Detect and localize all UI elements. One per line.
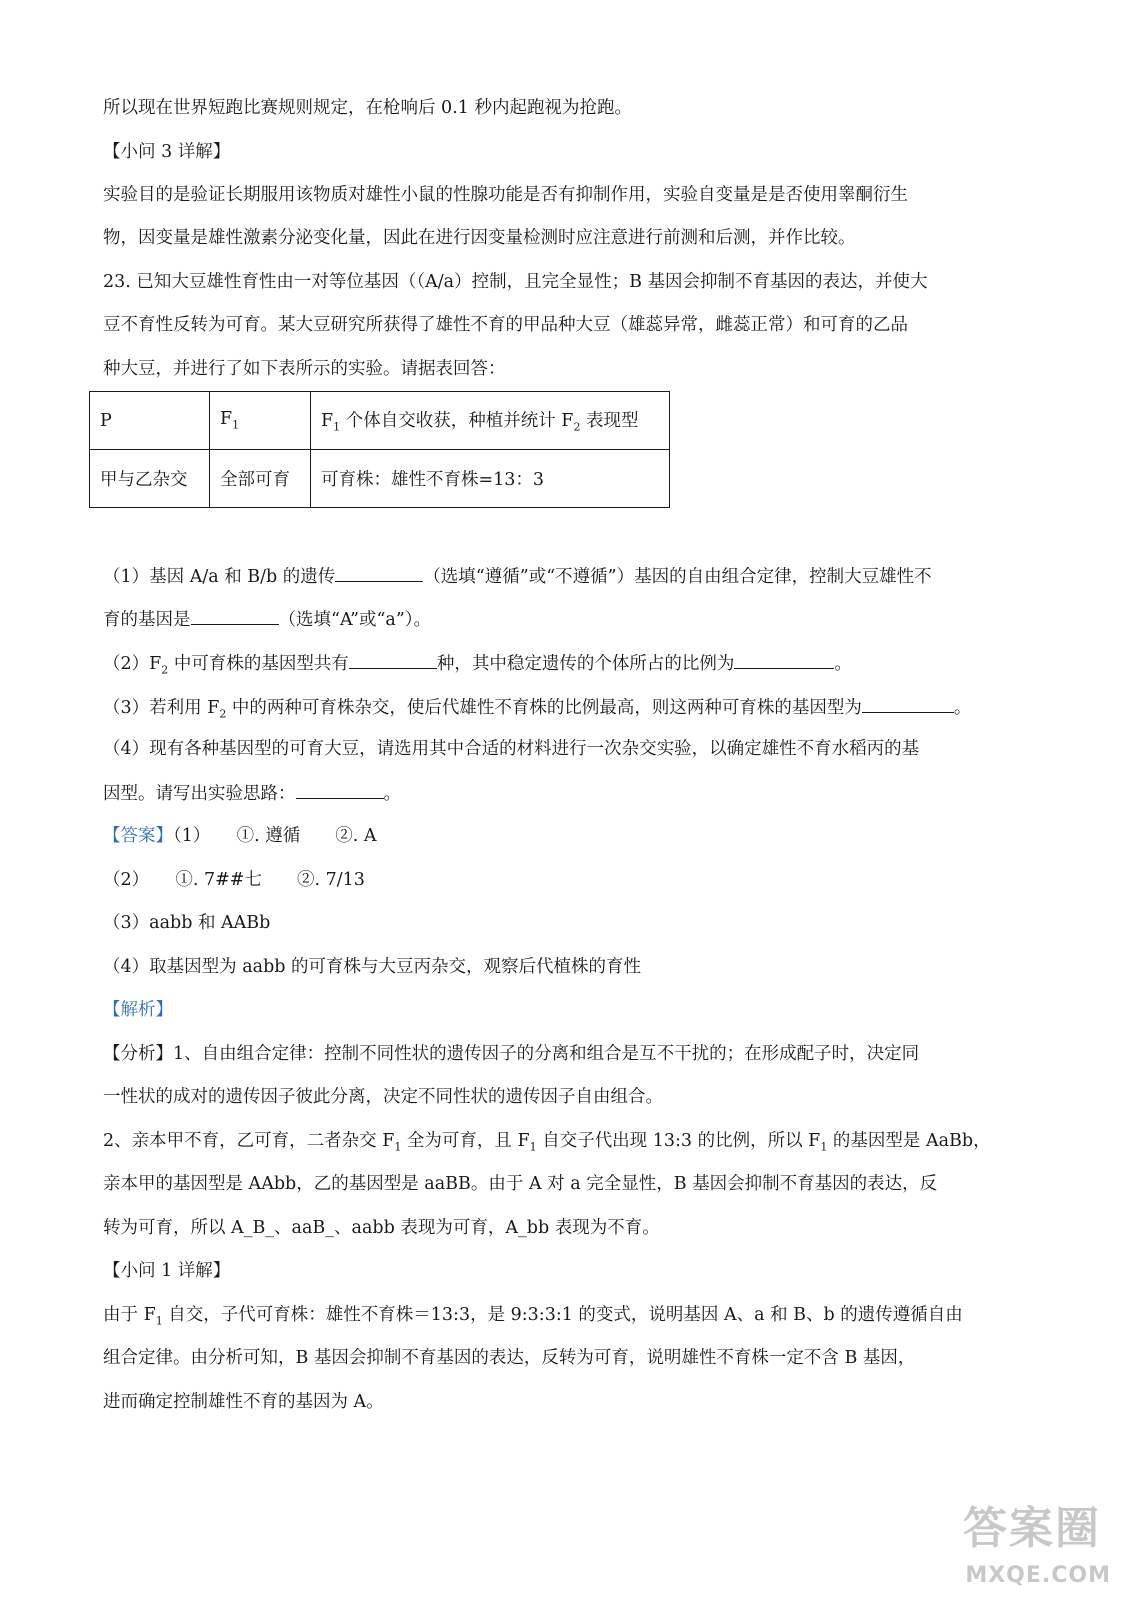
analysis-line: 亲本甲的基因型是 AAbb，乙的基因型是 aaBB。由于 A 对 a 完全显性，B 基因会抑制不育基因的表达，反 [103, 1174, 938, 1194]
watermark-logo [921, 1492, 1111, 1592]
section-heading: 【小问 3 详解】 [103, 142, 231, 162]
text-line: 物，因变量是雄性激素分泌变化量，因此在进行因变量检测时应注意进行前测和后测，并作比较。 [103, 228, 856, 248]
answer-blank [296, 780, 384, 799]
answer-blank [335, 563, 423, 582]
analysis-line: 一性状的成对的遗传因子彼此分离，决定不同性状的遗传因子自由组合。 [103, 1087, 663, 1107]
table-cell: $F_1$ 个体自交收获，种植并统计 $F_2$ 表现型 [311, 392, 670, 450]
question-4: （4）现有各种基因型的可育大豆，请选用其中合适的材料进行一次杂交实验，以确定雄性不育水稻丙的基 [103, 739, 920, 759]
analysis-line: 【分析】1、自由组合定律：控制不同性状的遗传因子的分离和组合是互不干扰的；在形成配子时，决定同 [103, 1044, 920, 1064]
analysis-line: 进而确定控制雄性不育的基因为 A。 [103, 1392, 384, 1412]
answer-blank [862, 694, 954, 713]
text-line: 所以现在世界短跑比赛规则规定，在枪响后 0.1 秒内起跑视为抢跑。 [103, 98, 632, 118]
answer-tag: 【答案】 [103, 826, 173, 846]
question-1: （1）基因 A/a 和 B/b 的遗传 （选填“遵循”或“不遵循”）基因的自由组合定律，控制大豆雄性不 [103, 563, 932, 589]
watermark-text: 答案圈 [963, 1503, 1101, 1554]
text-line: 实验目的是验证长期服用该物质对雄性小鼠的性腺功能是否有抑制作用，实验自变量是是否使用睾酮衍生 [103, 185, 908, 205]
question-2: $(2)F_2$ 中可育株的基因型共有 种，其中稳定遗传的个体所占的比例为 。 [103, 650, 852, 683]
analysis-line: 转为可育，所以 A_B_、aaB_、aabb 表现为可育，A_bb 表现为不育。 [103, 1218, 660, 1238]
section-heading: 【小问 1 详解】 [103, 1261, 231, 1281]
answer-line: （2） ①. 7##七 ②. 7/13 [103, 870, 365, 890]
experiment-table [89, 391, 670, 508]
table-cell: 可育株：雄性不育株=13：3 [311, 450, 670, 508]
answer-blank [191, 606, 279, 625]
analysis-line: 组合定律。由分析可知，B 基因会抑制不育基因的表达，反转为可育，说明雄性不育株一定不含 B 基因， [103, 1348, 916, 1368]
analysis-tag: 【解析】 [103, 1000, 173, 1020]
table-cell: P [90, 392, 210, 450]
answer-blank [349, 650, 437, 669]
answer-line: 【答案】（1） ①. 遵循 ②. A [103, 826, 377, 846]
question-stem: 23. 已知大豆雄性育性由一对等位基因（（A/a）控制，且完全显性；B 基因会抑制不育基因的表达，并使大 [103, 272, 928, 292]
question-4-cont: 因型。请写出实验思路： 。 [103, 780, 401, 806]
answer-line: （3）aabb 和 AABb [103, 913, 271, 933]
question-3: （3）若利用 $F_2$ 中的两种可育株杂交，使后代雄性不育株的比例最高，则这两种可育株的基因型为 。 [103, 694, 971, 727]
table-cell: 全部可育 [210, 450, 311, 508]
watermark-url: MXQE.COM [965, 1563, 1111, 1588]
question-1-cont: 育的基因是 （选填“A”或“a”）。 [103, 606, 431, 632]
table-cell: 甲与乙杂交 [90, 450, 210, 508]
text-line: 豆不育性反转为可育。某大豆研究所获得了雄性不育的甲品种大豆（雄蕊异常，雌蕊正常）和可育的乙品 [103, 315, 908, 335]
analysis-line: 2、亲本甲不育，乙可育，二者杂交 $F_1$ 全为可育，且 $F_1$ 自交子代出现 13:3 的比例，所以 $F_1$ 的基因型是 AaBb， [103, 1131, 991, 1154]
answer-blank [734, 650, 834, 669]
table-cell: $F_1$ [210, 392, 311, 450]
analysis-line: 由于 $F_1$ 自交，子代可育株：雄性不育株＝13:3，是 9:3:3:1 的变式，说明基因 A、a 和 B、b 的遗传遵循自由 [103, 1305, 963, 1328]
table-header-row [90, 392, 670, 450]
table-row [90, 450, 670, 508]
answer-line: （4）取基因型为 aabb 的可育株与大豆丙杂交，观察后代植株的育性 [103, 957, 642, 977]
text-line: 种大豆，并进行了如下表所示的实验。请据表回答： [103, 359, 506, 379]
